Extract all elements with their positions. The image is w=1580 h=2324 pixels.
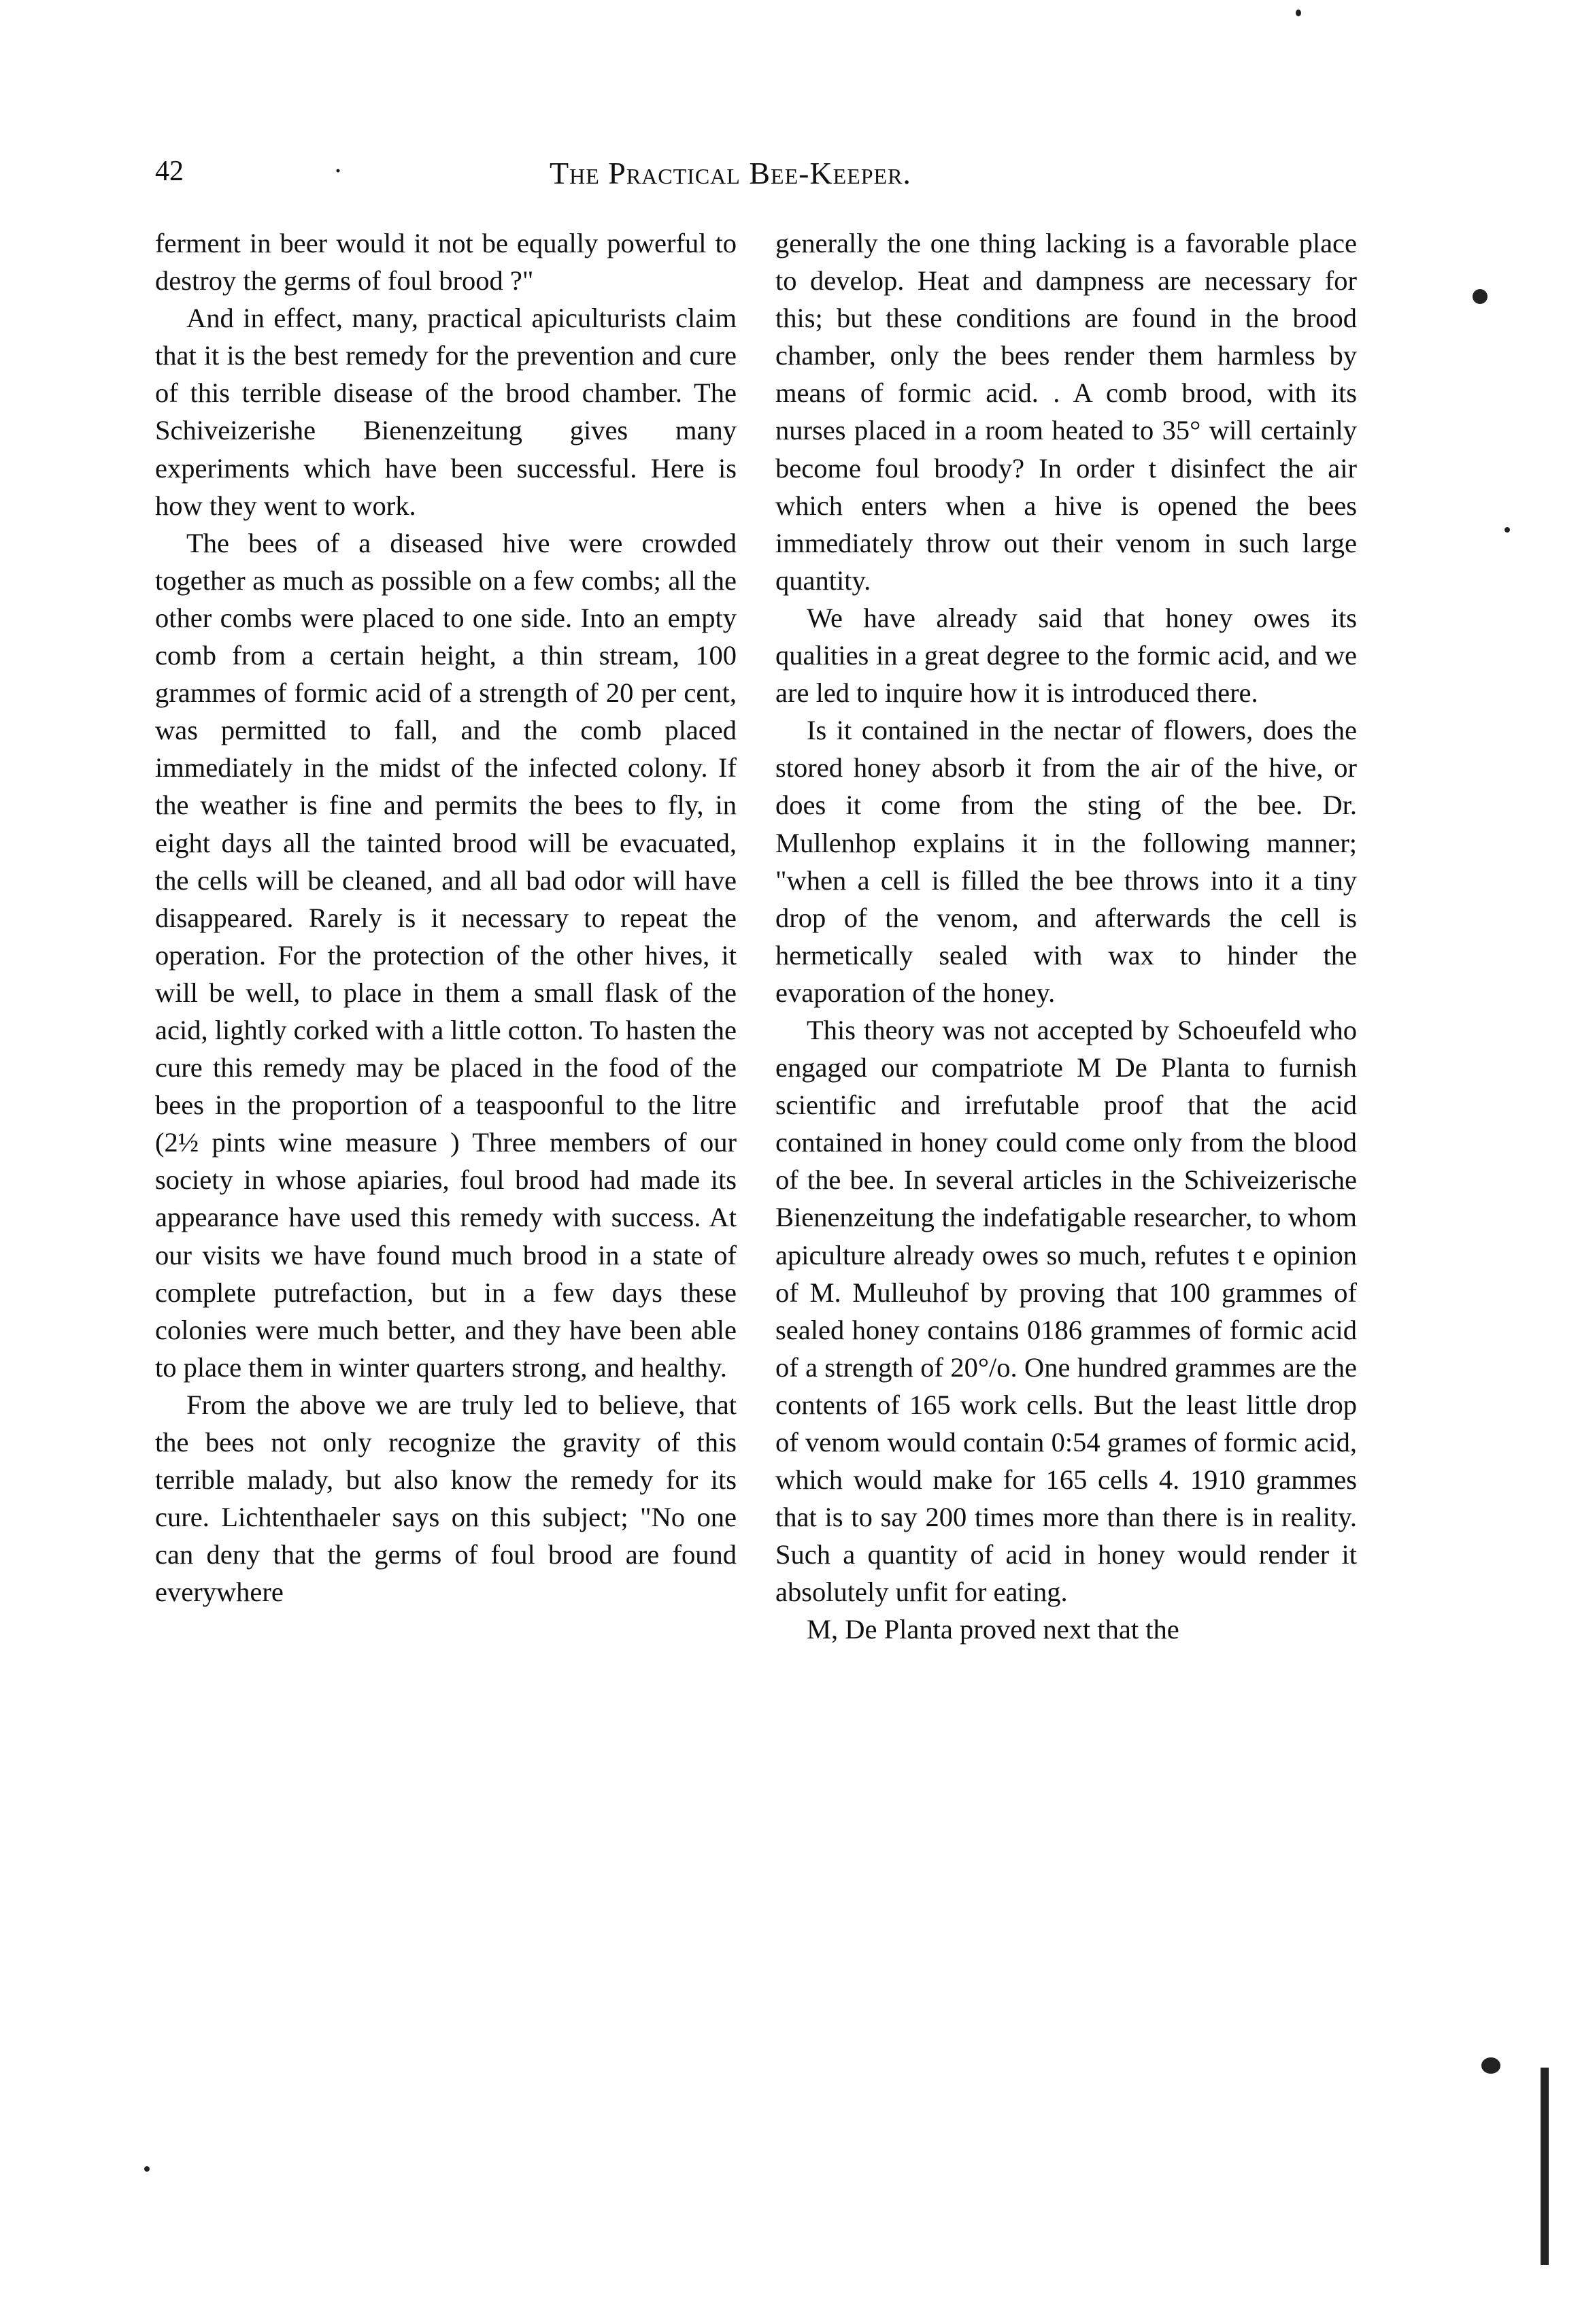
scan-speck-mark	[144, 2166, 150, 2172]
scan-speck-mark	[1505, 527, 1510, 533]
paragraph: We have already said that honey owes its qualities in a great degree to the formic acid, and we are led to inquire how it is introduced there.	[775, 602, 1357, 709]
page-header	[155, 155, 1359, 203]
header-dot: ·	[333, 156, 343, 187]
running-title: The Practical Bee-Keeper.	[550, 156, 911, 190]
scan-speck-mark	[1296, 10, 1301, 16]
paragraph: Is it contained in the nectar of flowers, does the stored honey absorb it from the air of the hive, or does it come from the sting of the bee. Dr. Mullenhop explains it in the following manner; "when a cell is filled the bee throws into it a tiny drop of the venom, and afterwards the cell is hermetically sealed with wax to hinder the evaporation of the honey.	[775, 715, 1357, 1008]
scan-speck-mark	[1473, 289, 1487, 304]
right-column	[775, 224, 1357, 1649]
paragraph: From the above we are truly led to believe, that the bees not only recognize the gravity of this terrible malady, but also know the remedy for its cure. Lichtenthaeler says on this subject; "No one can deny that the germs of foul brood are found everywhere	[155, 1389, 737, 1608]
paragraph: The bees of a diseased hive were crowded together as much as possible on a few combs; all the other combs were placed to one side. Into an empty comb from a certain height, a thin stream, 100 grammes of formic acid of a strength of 20 per cent, was permitted to fall, and the comb placed immediately in the midst of the infected colony. If the weather is fine and permits the bees to fly, in eight days all the tainted brood will be evacuated, the cells will be cleaned, and all bad odor will have disappeared. Rarely is it necessary to repeat the operation. For the protection of the other hives, it will be well, to place in them a small flask of the acid, lightly corked with a little cotton. To hasten the cure this remedy may be placed in the food of the bees in the proportion of a teaspoonful to the litre (2½ pints wine measure ) Three members of our society in whose apiaries, foul brood had made its appearance have used this remedy with success. At our visits we have found much brood in a state of complete putrefaction, but in a few days these colonies were much better, and they have been able to place them in winter quarters strong, and healthy.	[155, 527, 737, 1383]
paragraph: This theory was not accepted by Schoeufeld who engaged our compatriote M De Planta to furnish scientific and irrefutable proof that the acid contained in honey could come only from the blood of the bee. In several articles in the Schiveizerische Bienenzeitung the indefatigable researcher, to whom apiculture already owes so much, refutes t e opinion of M. Mulleuhof by proving that 100 grammes of sealed honey contains 0186 grammes of formic acid of a strength of 20°/o. One hundred grammes are the contents of 165 work cells. But the least little drop of venom would contain 0:54 grames of formic acid, which would make for 165 cells 4. 1910 grammes that is to say 200 times more than there is in reality. Such a quantity of acid in honey would render it absolutely unfit for eating.	[775, 1014, 1357, 1608]
scan-speck-mark	[1481, 2057, 1500, 2074]
page-number: 42	[155, 156, 184, 187]
paragraph: M, De Planta proved next that the	[807, 1614, 1179, 1645]
paragraph: And in effect, many, practical apiculturists claim that it is the best remedy for the prevention and cure of this terrible disease of the brood chamber. The Schiveizerishe Bienenzeitung gives many experiments which have been successful. Here is how they went to work.	[155, 303, 737, 521]
scan-edge-mark	[1541, 2068, 1549, 2265]
paragraph: ferment in beer would it not be equally powerful to destroy the germs of foul brood ?"	[155, 228, 737, 297]
paragraph: generally the one thing lacking is a favorable place to develop. Heat and dampness are necessary for this; but these conditions are found in the brood chamber, only the bees render them harmless by means of formic acid. . A comb brood, with its nurses placed in a room heated to 35° will certainly become foul broody? In order t disinfect the air which enters when a hive is opened the bees immediately throw out their venom in such large quantity.	[775, 228, 1357, 596]
left-column	[155, 224, 737, 1611]
